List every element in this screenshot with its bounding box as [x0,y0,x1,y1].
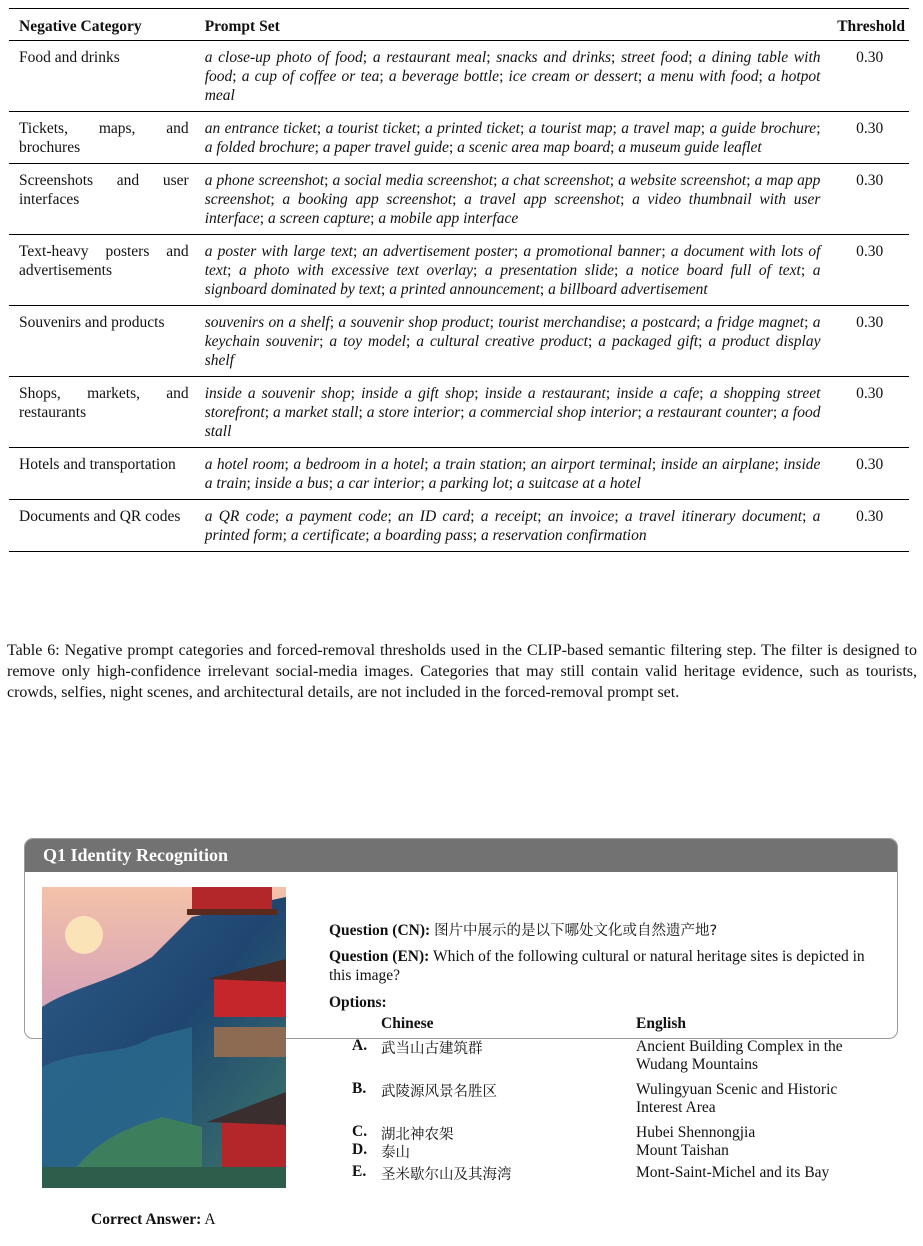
threshold-cell: 0.30 [826,448,909,500]
threshold-cell: 0.30 [826,306,909,377]
prompt-item: a screen capture [267,210,371,227]
question-cn-label: Question (CN): [329,922,431,939]
prompt-item: a restaurant meal [372,49,487,66]
prompt-item: a packaged gift [598,333,699,350]
question-en [329,947,869,985]
question-cn-text: 图片中展示的是以下哪处文化或自然遗产地? [434,923,718,939]
prompt-set-cell: a close-up photo of food; a restaurant meal; snacks and drinks; street food; a dining table with food; a cup of coffee or tea; a beverage bottle; ice cream or dessert; a menu with food; a hotpot meal [204,49,821,104]
prompt-item: a printed ticket [425,120,520,137]
prompt-item: a museum guide leaflet [618,139,762,156]
table-row [9,448,909,500]
prompt-item: inside a restaurant [484,385,606,402]
prompt-item: an advertisement poster [362,243,514,260]
category-cell: Hotels and transportation [9,448,195,500]
prompt-item: a receipt [480,508,538,525]
prompt-item: a presentation slide [484,262,614,279]
prompt-set-cell: a QR code; a payment code; an ID card; a receipt; an invoice; a travel itinerary document; a printed form; a certificate; a boarding pass; a reservation confirmation [195,500,827,552]
prompt-item: a mobile app interface [378,210,519,227]
option-chinese: 圣米歇尔山及其海湾 [381,1167,512,1183]
prompt-set-cell: a hotel room; a bedroom in a hotel; a train station; an airport terminal; inside an airplane; inside a train; inside a bus; a car interior; a parking lot; a suitcase at a hotel [195,448,827,500]
prompt-item: a chat screenshot [501,172,610,189]
prompt-item: a website screenshot [618,172,747,189]
q1-header: Q1 Identity Recognition [25,839,897,872]
threshold-cell: 0.30 [826,164,909,235]
category-cell: Food and drinks [19,49,120,66]
prompt-item: inside a cafe [616,385,700,402]
prompt-item: a social media screenshot [332,172,494,189]
option-letter: D. [352,1141,368,1158]
column-chinese: Chinese [381,1015,434,1032]
question-en-text: Which of the following cultural or natural heritage sites is depicted in this image? [329,948,865,984]
prompt-item: a restaurant counter [645,404,773,421]
prompt-item: a menu with food [647,68,759,85]
table-row [9,235,909,306]
option-english: Hubei Shennongjia [636,1124,756,1141]
prompt-set-cell: a poster with large text; an advertisement poster; a promotional banner; a document with lots of text; a photo with excessive text overlay; a presentation slide; a notice board full of text; a signboard dominated by text; a printed announcement; a billboard advertisement [195,235,827,306]
prompt-item: a travel map [621,120,701,137]
prompt-item: a document with lots of text [204,243,821,279]
prompt-item: a food stall [204,404,821,440]
prompt-item: an invoice [547,508,615,525]
question-cn [329,921,717,941]
table-row [9,164,909,235]
prompt-item: a toy model [329,333,406,350]
prompt-item: inside an airplane [660,456,775,473]
prompt-item: a suitcase at a hotel [516,475,641,492]
table-row [9,112,909,164]
prompt-item: a QR code [204,508,275,525]
option-letter: C. [352,1123,368,1140]
prompt-item: a store interior [366,404,461,421]
prompt-item: inside a gift shop [361,385,475,402]
option-chinese: 泰山 [381,1145,410,1161]
prompt-item: a certificate [290,527,366,544]
prompt-item: a cup of coffee or tea [241,68,380,85]
prompt-item: a hotel room [204,456,285,473]
threshold-cell: 0.30 [826,112,909,164]
prompt-item: a poster with large text [204,243,353,260]
category-cell: Souvenirs and products [9,306,195,377]
prompt-item: a train station [433,456,523,473]
table-row [9,500,909,552]
prompt-item: a boarding pass [373,527,473,544]
option-english: Wulingyuan Scenic and Historic Interest Area [636,1081,838,1116]
correct-answer-label: Correct Answer: [91,1211,202,1228]
prompt-item: inside a souvenir shop [204,385,351,402]
prompt-item: a scenic area map board [457,139,611,156]
prompt-item: an airport terminal [530,456,652,473]
prompt-item: inside a train [204,456,821,492]
header-threshold: Threshold [826,9,909,41]
prompt-item: a souvenir shop product [338,314,490,331]
prompt-item: a printed form [204,508,821,544]
prompt-item: a bedroom in a hotel [293,456,425,473]
option-english: Ancient Building Complex in the Wudang Mountains [636,1038,843,1073]
prompt-item: a commercial shop interior [468,404,638,421]
prompt-item: ice cream or dessert [508,68,638,85]
heritage-photo [42,887,286,1188]
option-chinese: 武当山古建筑群 [381,1041,483,1057]
prompt-item: a tourist map [528,120,613,137]
option-english: Mont-Saint-Michel and its Bay [636,1164,830,1181]
prompt-item: a booking app screenshot [282,191,453,208]
prompt-item: a close-up photo of food [204,49,363,66]
prompt-item: a dining table with food [204,49,821,85]
prompt-item: souvenirs on a shelf [204,314,330,331]
prompt-item: a printed announcement [389,281,540,298]
correct-answer-value: A [204,1211,216,1228]
prompt-item: a product display shelf [204,333,821,369]
table-body [9,41,909,552]
prompt-set-cell: a phone screenshot; a social media screenshot; a chat screenshot; a website screenshot; a map app screenshot; a booking app screenshot; a travel app screenshot; a video thumbnail with user interface; a screen capture; a mobile app interface [195,164,827,235]
prompt-set-cell: inside a souvenir shop; inside a gift shop; inside a restaurant; inside a cafe; a shopping street storefront; a market stall; a store interior; a commercial shop interior; a restaurant counter; a food stall [195,377,827,448]
question-en-label: Question (EN): [329,948,430,965]
prompt-item: a hotpot meal [204,68,821,104]
prompt-item: a billboard advertisement [548,281,708,298]
table-row [9,306,909,377]
prompt-item: tourist merchandise [498,314,622,331]
prompt-item: a cultural creative product [416,333,588,350]
prompt-item: a postcard [630,314,697,331]
table-row [9,41,909,112]
table-row [9,377,909,448]
option-letter: E. [352,1163,367,1180]
heritage-photo-illustration [42,887,286,1188]
prompt-item: an ID card [398,508,471,525]
option-english: Mount Taishan [636,1142,729,1159]
prompt-item: a travel app screenshot [464,191,621,208]
prompt-item: a beverage bottle [388,68,500,85]
category-cell: Tickets, maps, and brochures [9,112,195,164]
prompt-item: a folded brochure [204,139,315,156]
negative-category-table [9,8,909,552]
prompt-item: a video thumbnail with user interface [204,191,821,227]
table-caption: Table 6: Negative prompt categories and forced-removal thresholds used in the CLIP-based semantic filtering step. The filter is designed to remove only high-confidence irrelevant social-media images. Categories that may still contain valid heritage evidence, such as tourists, crowds, selfies, night scenes, and architectural details, are not included in the forced-removal prompt set. [7,642,917,701]
header-prompts: Prompt Set [195,9,827,41]
threshold-cell: 0.30 [826,500,909,552]
prompt-item: a tourist ticket [325,120,417,137]
prompt-item: a car interior [336,475,421,492]
prompt-item: a travel itinerary document [624,508,803,525]
prompt-item: a market stall [272,404,359,421]
prompt-item: a keychain souvenir [204,314,821,350]
correct-answer [91,1211,216,1229]
prompt-item: a phone screenshot [204,172,325,189]
threshold-cell: 0.30 [826,377,909,448]
option-letter: A. [352,1037,368,1054]
threshold-cell: 0.30 [856,49,884,66]
option-chinese: 武陵源风景名胜区 [381,1084,497,1100]
prompt-item: a payment code [285,508,388,525]
prompt-item: a promotional banner [523,243,662,260]
prompt-item: a notice board full of text [625,262,801,279]
options-label: Options: [329,994,387,1011]
prompt-item: snacks and drinks [496,49,612,66]
prompt-item: inside a bus [254,475,329,492]
table-header-row [9,9,909,41]
prompt-item: a paper travel guide [322,139,449,156]
option-chinese: 湖北神农架 [381,1127,454,1143]
prompt-item: a shopping street storefront [204,385,821,421]
prompt-item: a guide brochure [709,120,817,137]
column-english: English [636,1015,686,1032]
prompt-set-cell: an entrance ticket; a tourist ticket; a printed ticket; a tourist map; a travel map; a guide brochure; a folded brochure; a paper travel guide; a scenic area map board; a museum guide leaflet [195,112,827,164]
threshold-cell: 0.30 [826,235,909,306]
option-letter: B. [352,1080,367,1097]
prompt-item: a signboard dominated by text [204,262,821,298]
prompt-item: a reservation confirmation [480,527,647,544]
category-cell: Shops, markets, and restaurants [9,377,195,448]
category-cell: Text-heavy posters and advertisements [9,235,195,306]
category-cell: Documents and QR codes [9,500,195,552]
header-category: Negative Category [9,9,195,41]
prompt-item: a map app screenshot [204,172,821,208]
category-cell: Screenshots and user interfaces [9,164,195,235]
prompt-item: a photo with excessive text overlay [238,262,474,279]
prompt-item: street food [621,49,689,66]
prompt-set-cell: souvenirs on a shelf; a souvenir shop product; tourist merchandise; a postcard; a fridge magnet; a keychain souvenir; a toy model; a cultural creative product; a packaged gift; a product display shelf [195,306,827,377]
prompt-item: a fridge magnet [704,314,805,331]
prompt-item: an entrance ticket [204,120,317,137]
prompt-item: a parking lot [428,475,509,492]
